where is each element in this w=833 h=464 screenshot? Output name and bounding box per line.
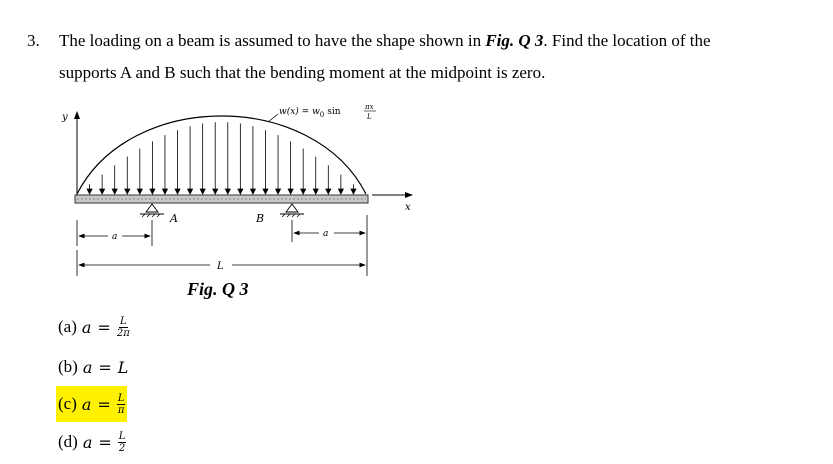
load-label: $w(x) = w_0$ sin [279, 107, 341, 119]
option-b-equals: = [98, 357, 112, 377]
option-d[interactable] [58, 424, 126, 460]
option-c-denominator: π [117, 404, 125, 416]
load-arrow-head [162, 189, 167, 194]
load-arrow-head [288, 189, 293, 194]
x-axis-label: x [405, 202, 411, 213]
option-c-equals: = [97, 394, 111, 414]
option-a-variable: a [81, 317, 92, 337]
support-a [140, 204, 164, 217]
load-arrow-head [263, 189, 268, 194]
load-fraction-denominator: L [367, 113, 372, 121]
load-arrow-head [313, 189, 318, 194]
beam-figure [60, 100, 420, 280]
option-b-variable: a [82, 357, 93, 377]
load-arrows [87, 122, 356, 194]
load-curve [77, 116, 366, 194]
question-text-part-2: . Find the location of the [543, 31, 711, 50]
load-arrow-head [188, 189, 193, 194]
option-a-fraction [117, 316, 130, 339]
option-a-denominator: 2π [116, 327, 130, 339]
option-c-numerator: L [117, 392, 125, 404]
load-arrow-head [200, 189, 205, 194]
load-arrow-head [338, 189, 343, 194]
dim-L-label: L [217, 261, 224, 272]
option-d-label: (d) [58, 432, 78, 451]
question-text-part-1: The loading on a beam is assumed to have the shape shown in [59, 31, 486, 50]
option-d-fraction [118, 431, 127, 454]
figure-reference: Fig. Q 3 [485, 31, 544, 50]
load-fraction-numerator: πx [365, 103, 374, 111]
load-arrow-head [250, 189, 255, 194]
option-b[interactable] [58, 349, 128, 385]
support-a-label: A [170, 212, 178, 225]
option-a-numerator: L [119, 315, 127, 327]
option-a[interactable] [58, 309, 130, 345]
load-arrow-head [87, 189, 92, 194]
load-arrow-head [276, 189, 281, 194]
load-label-leader [268, 114, 278, 122]
option-d-numerator: L [118, 430, 126, 442]
option-b-label: (b) [58, 357, 78, 376]
option-c-label: (c) [58, 394, 77, 413]
option-c-fraction [117, 393, 126, 416]
question-number: 3. [27, 31, 40, 50]
option-b-value: L [117, 357, 129, 377]
load-arrow-head [150, 189, 155, 194]
load-arrow-head [112, 189, 117, 194]
option-d-denominator: 2 [118, 442, 126, 454]
load-arrow-head [326, 189, 331, 194]
load-arrow-head [125, 189, 130, 194]
support-b-label: B [256, 212, 265, 225]
question-text-line-1 [59, 31, 711, 51]
dim-a-left-label: a [112, 232, 118, 242]
option-d-equals: = [98, 432, 112, 452]
y-axis-label: y [62, 112, 68, 123]
load-arrow-head [100, 189, 105, 194]
option-c[interactable] [56, 386, 127, 422]
figure-caption: Fig. Q 3 [187, 279, 249, 299]
support-b [280, 204, 304, 217]
load-arrow-head [137, 189, 142, 194]
option-c-variable: a [81, 394, 92, 414]
load-arrow-head [213, 189, 218, 194]
load-arrow-head [351, 189, 356, 194]
question-text-line-2: supports A and B such that the bending moment at the midpoint is zero. [59, 63, 546, 82]
option-a-equals: = [97, 317, 111, 337]
load-arrow-head [175, 189, 180, 194]
option-a-label: (a) [58, 317, 77, 336]
dim-a-right-label: a [323, 229, 329, 239]
load-arrow-head [238, 189, 243, 194]
load-arrow-head [225, 189, 230, 194]
load-arrow-head [301, 189, 306, 194]
option-d-variable: a [82, 432, 93, 452]
